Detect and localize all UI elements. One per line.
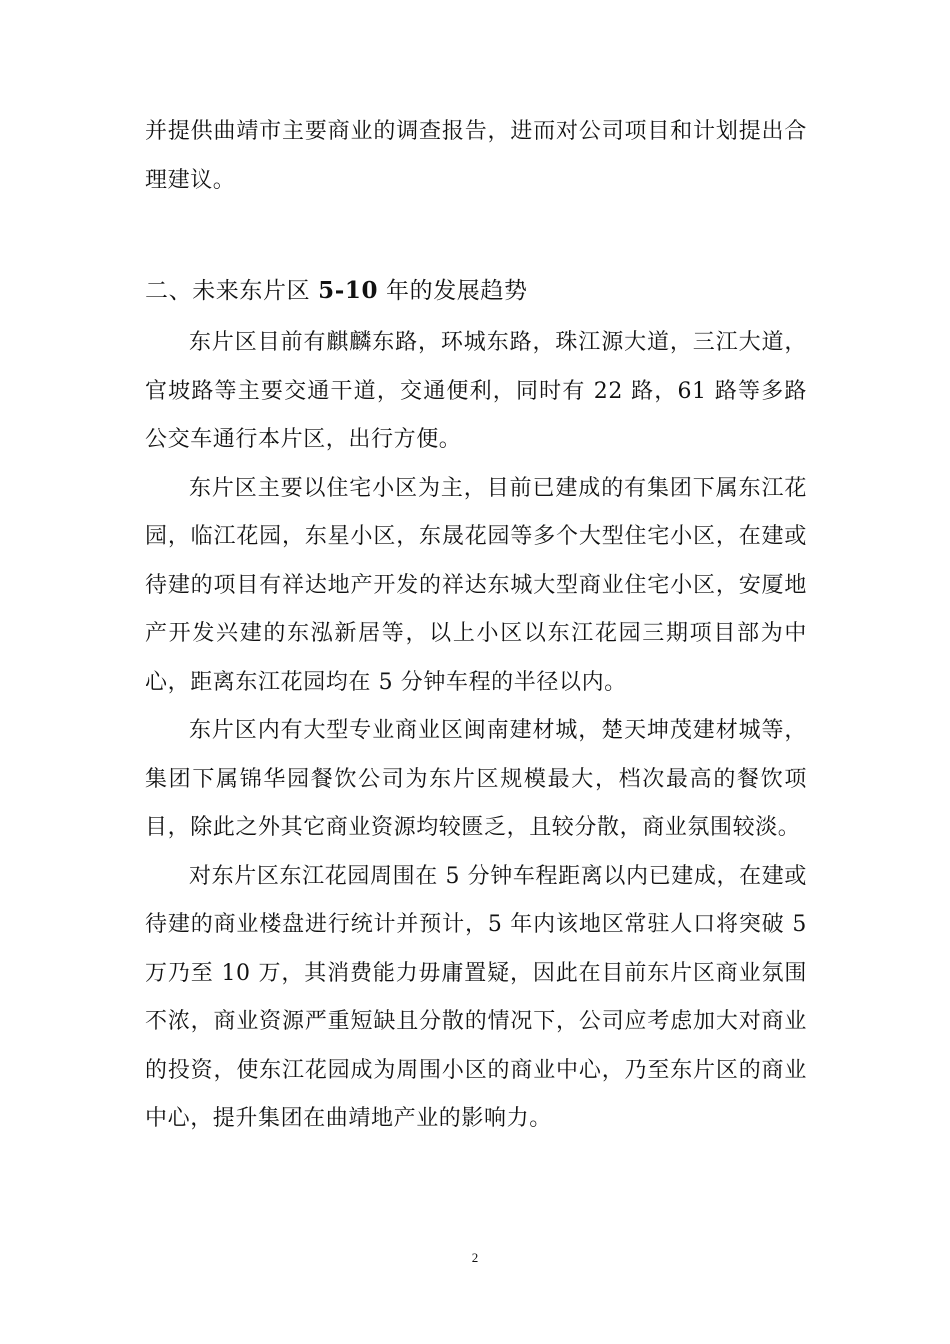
section-heading-prefix: 二、未来东片区 (145, 278, 319, 304)
section-heading-bold: 5-10 (318, 277, 379, 304)
page-number: 2 (471, 1250, 479, 1265)
page-content (145, 108, 807, 1144)
paragraph-forecast: 对东片区东江花园周围在 5 分钟车程距离以内已建成，在建或待建的商业楼盘进行统计并预计，5 年内该地区常驻人口将突破 5 万乃至 10 万，其消费能力毋庸置疑，因此在目前东片区商业氛围不浓，商业资源严重短缺且分散的情况下，公司应考虑加大对商业的投资，使东江花园成为周围小区的商业中心，乃至东片区的商业中心，提升集团在曲靖地产业的影响力。 (145, 863, 807, 1131)
paragraph-residential: 东片区主要以住宅小区为主，目前已建成的有集团下属东江花园，临江花园，东星小区，东晟花园等多个大型住宅小区，在建或待建的项目有祥达地产开发的祥达东城大型商业住宅小区，安厦地产开发兴建的东泓新居等，以上小区以东江花园三期项目部为中心，距离东江花园均在 5 分钟车程的半径以内。 (145, 475, 807, 695)
paragraph-transport: 东片区目前有麒麟东路，环城东路，珠江源大道，三江大道，官坡路等主要交通干道，交通便利，同时有 22 路，61 路等多路公交车通行本片区，出行方便。 (145, 330, 807, 452)
section-heading (145, 271, 807, 311)
paragraph-commercial: 东片区内有大型专业商业区闽南建材城，楚天坤茂建材城等，集团下属锦华园餐饮公司为东片区规模最大，档次最高的餐饮项目，除此之外其它商业资源均较匮乏，且较分散，商业氛围较淡。 (145, 718, 807, 840)
section-heading-suffix: 年的发展趋势 (378, 278, 528, 304)
intro-paragraph: 并提供曲靖市主要商业的调查报告，进而对公司项目和计划提出合理建议。 (145, 119, 807, 193)
